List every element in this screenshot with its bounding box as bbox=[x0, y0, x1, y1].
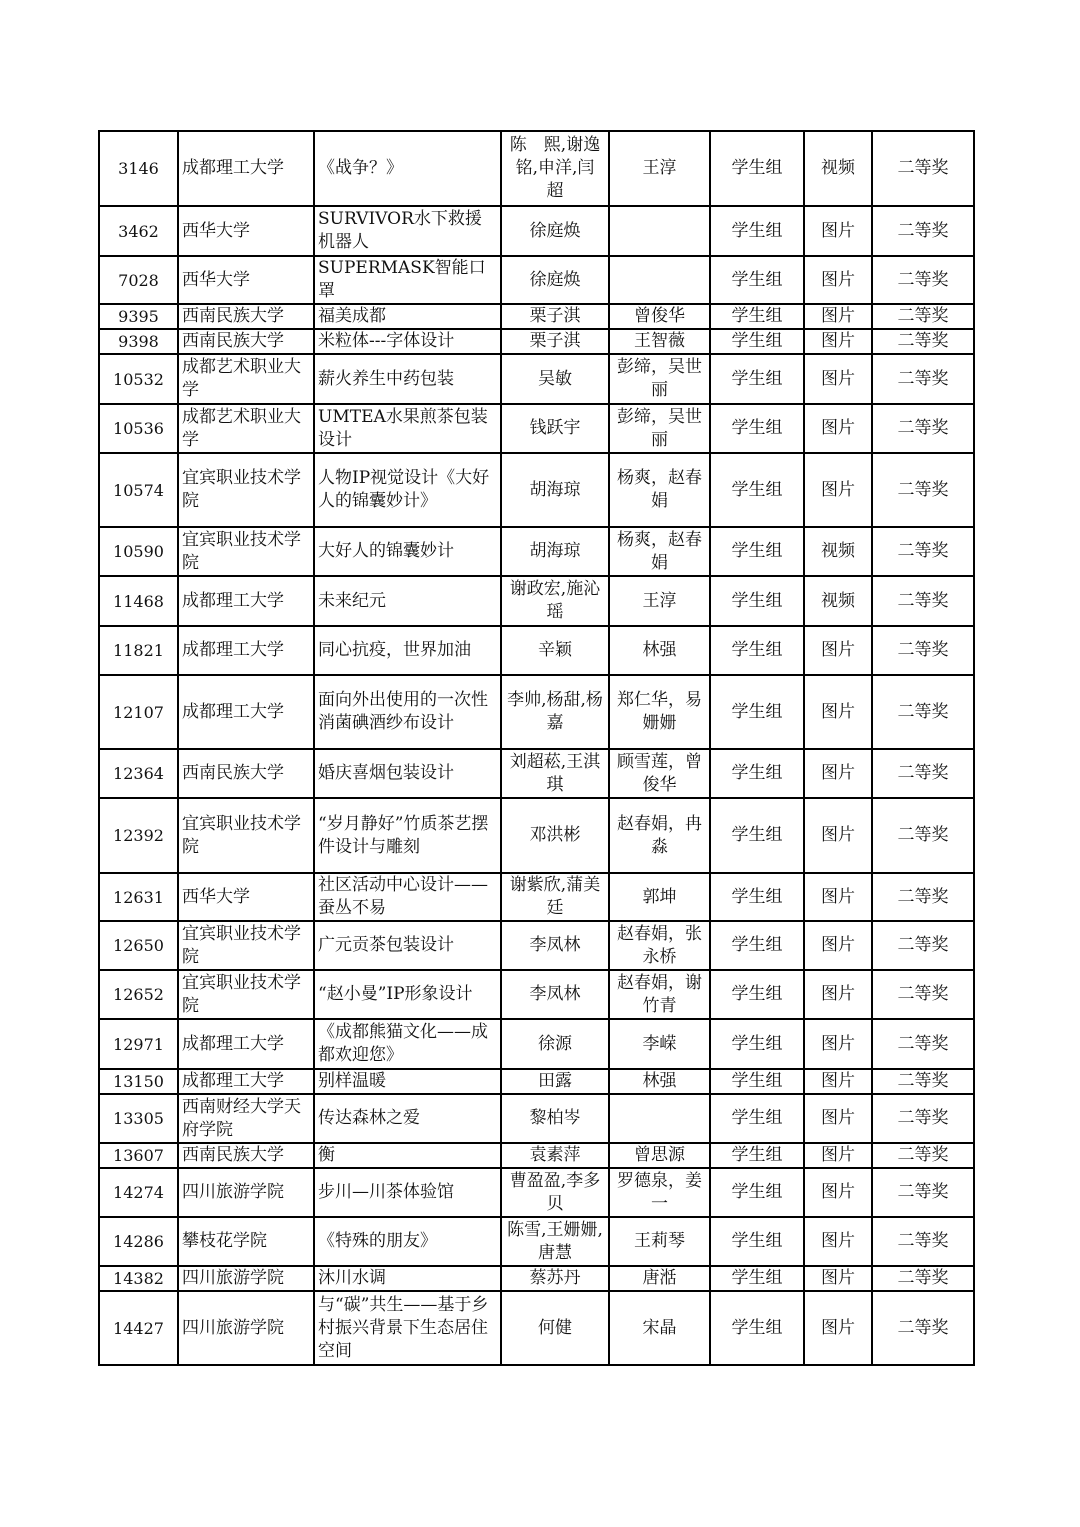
entry-id-cell: 10536 bbox=[99, 404, 178, 453]
prize-cell: 二等奖 bbox=[872, 527, 974, 576]
table-row bbox=[99, 206, 974, 256]
group-cell: 学生组 bbox=[710, 798, 804, 873]
prize-cell: 二等奖 bbox=[872, 404, 974, 453]
advisor-cell bbox=[609, 1094, 710, 1143]
media-type-cell: 图片 bbox=[804, 970, 872, 1019]
prize-cell: 二等奖 bbox=[872, 1168, 974, 1217]
prize-cell: 二等奖 bbox=[872, 1217, 974, 1266]
group-cell: 学生组 bbox=[710, 256, 804, 304]
media-type-cell: 图片 bbox=[804, 873, 872, 921]
work-title-cell: 社区活动中心设计——蚕丛不易 bbox=[314, 873, 501, 921]
media-type-cell: 视频 bbox=[804, 576, 872, 626]
table-body bbox=[99, 131, 974, 1365]
prize-cell: 二等奖 bbox=[872, 1266, 974, 1291]
media-type-cell: 图片 bbox=[804, 1069, 872, 1094]
prize-cell: 二等奖 bbox=[872, 1019, 974, 1069]
table-row bbox=[99, 576, 974, 626]
prize-cell: 二等奖 bbox=[872, 1291, 974, 1365]
group-cell: 学生组 bbox=[710, 1168, 804, 1217]
media-type-cell: 图片 bbox=[804, 1266, 872, 1291]
advisor-cell: 林强 bbox=[609, 1069, 710, 1094]
entry-id-cell: 14286 bbox=[99, 1217, 178, 1266]
entry-id-cell: 10590 bbox=[99, 527, 178, 576]
group-cell: 学生组 bbox=[710, 1217, 804, 1266]
entry-id-cell: 9395 bbox=[99, 304, 178, 329]
authors-cell: 栗子淇 bbox=[501, 329, 609, 354]
group-cell: 学生组 bbox=[710, 749, 804, 798]
school-cell: 四川旅游学院 bbox=[178, 1266, 314, 1291]
advisor-cell: 宋晶 bbox=[609, 1291, 710, 1365]
media-type-cell: 图片 bbox=[804, 206, 872, 256]
award-table bbox=[98, 130, 975, 1366]
table-row bbox=[99, 1217, 974, 1266]
table-row bbox=[99, 749, 974, 798]
school-cell: 西南财经大学天府学院 bbox=[178, 1094, 314, 1143]
authors-cell: 徐庭焕 bbox=[501, 206, 609, 256]
authors-cell: 刘超菘,王淇琪 bbox=[501, 749, 609, 798]
advisor-cell bbox=[609, 256, 710, 304]
advisor-cell: 杨爽，赵春娟 bbox=[609, 527, 710, 576]
school-cell: 成都艺术职业大学 bbox=[178, 404, 314, 453]
advisor-cell: 曾思源 bbox=[609, 1143, 710, 1168]
school-cell: 宜宾职业技术学院 bbox=[178, 453, 314, 527]
media-type-cell: 图片 bbox=[804, 1291, 872, 1365]
advisor-cell: 郭坤 bbox=[609, 873, 710, 921]
entry-id-cell: 13607 bbox=[99, 1143, 178, 1168]
group-cell: 学生组 bbox=[710, 453, 804, 527]
school-cell: 四川旅游学院 bbox=[178, 1291, 314, 1365]
advisor-cell: 郑仁华，易姗姗 bbox=[609, 675, 710, 749]
group-cell: 学生组 bbox=[710, 1143, 804, 1168]
school-cell: 四川旅游学院 bbox=[178, 1168, 314, 1217]
school-cell: 西南民族大学 bbox=[178, 1143, 314, 1168]
work-title-cell: “赵小曼”IP形象设计 bbox=[314, 970, 501, 1019]
prize-cell: 二等奖 bbox=[872, 304, 974, 329]
work-title-cell: 广元贡茶包装设计 bbox=[314, 921, 501, 970]
work-title-cell: 衡 bbox=[314, 1143, 501, 1168]
authors-cell: 李凤林 bbox=[501, 970, 609, 1019]
entry-id-cell: 12971 bbox=[99, 1019, 178, 1069]
prize-cell: 二等奖 bbox=[872, 626, 974, 675]
table-row bbox=[99, 1266, 974, 1291]
authors-cell: 黎柏岑 bbox=[501, 1094, 609, 1143]
advisor-cell: 杨爽，赵春娟 bbox=[609, 453, 710, 527]
group-cell: 学生组 bbox=[710, 873, 804, 921]
media-type-cell: 图片 bbox=[804, 675, 872, 749]
school-cell: 西华大学 bbox=[178, 256, 314, 304]
entry-id-cell: 13150 bbox=[99, 1069, 178, 1094]
table-row bbox=[99, 1168, 974, 1217]
work-title-cell: 传达森林之爱 bbox=[314, 1094, 501, 1143]
work-title-cell: SUPERMASK智能口罩 bbox=[314, 256, 501, 304]
media-type-cell: 图片 bbox=[804, 329, 872, 354]
entry-id-cell: 11468 bbox=[99, 576, 178, 626]
school-cell: 攀枝花学院 bbox=[178, 1217, 314, 1266]
media-type-cell: 图片 bbox=[804, 1019, 872, 1069]
advisor-cell: 赵春娟，冉淼 bbox=[609, 798, 710, 873]
work-title-cell: 沐川水调 bbox=[314, 1266, 501, 1291]
prize-cell: 二等奖 bbox=[872, 970, 974, 1019]
table-row bbox=[99, 131, 974, 206]
entry-id-cell: 12364 bbox=[99, 749, 178, 798]
work-title-cell: 面向外出使用的一次性消菌碘酒纱布设计 bbox=[314, 675, 501, 749]
prize-cell: 二等奖 bbox=[872, 131, 974, 206]
entry-id-cell: 11821 bbox=[99, 626, 178, 675]
media-type-cell: 图片 bbox=[804, 256, 872, 304]
authors-cell: 陈 熙,谢逸铭,申洋,闫 超 bbox=[501, 131, 609, 206]
entry-id-cell: 12631 bbox=[99, 873, 178, 921]
work-title-cell: 人物IP视觉设计《大好人的锦囊妙计》 bbox=[314, 453, 501, 527]
entry-id-cell: 13305 bbox=[99, 1094, 178, 1143]
table-row bbox=[99, 256, 974, 304]
work-title-cell: 福美成都 bbox=[314, 304, 501, 329]
advisor-cell: 王淳 bbox=[609, 131, 710, 206]
prize-cell: 二等奖 bbox=[872, 256, 974, 304]
authors-cell: 胡海琼 bbox=[501, 527, 609, 576]
media-type-cell: 图片 bbox=[804, 1217, 872, 1266]
media-type-cell: 图片 bbox=[804, 354, 872, 404]
prize-cell: 二等奖 bbox=[872, 329, 974, 354]
authors-cell: 钱跃宇 bbox=[501, 404, 609, 453]
prize-cell: 二等奖 bbox=[872, 675, 974, 749]
work-title-cell: 米粒体---字体设计 bbox=[314, 329, 501, 354]
school-cell: 宜宾职业技术学院 bbox=[178, 798, 314, 873]
authors-cell: 辛颖 bbox=[501, 626, 609, 675]
entry-id-cell: 14427 bbox=[99, 1291, 178, 1365]
media-type-cell: 图片 bbox=[804, 798, 872, 873]
table-row bbox=[99, 1094, 974, 1143]
group-cell: 学生组 bbox=[710, 404, 804, 453]
table-row bbox=[99, 329, 974, 354]
advisor-cell: 彭缔，吴世丽 bbox=[609, 354, 710, 404]
media-type-cell: 图片 bbox=[804, 921, 872, 970]
media-type-cell: 图片 bbox=[804, 749, 872, 798]
advisor-cell: 罗德泉，姜一 bbox=[609, 1168, 710, 1217]
work-title-cell: 别样温暖 bbox=[314, 1069, 501, 1094]
entry-id-cell: 14382 bbox=[99, 1266, 178, 1291]
prize-cell: 二等奖 bbox=[872, 1094, 974, 1143]
media-type-cell: 视频 bbox=[804, 527, 872, 576]
prize-cell: 二等奖 bbox=[872, 921, 974, 970]
prize-cell: 二等奖 bbox=[872, 576, 974, 626]
entry-id-cell: 3462 bbox=[99, 206, 178, 256]
school-cell: 宜宾职业技术学院 bbox=[178, 970, 314, 1019]
advisor-cell: 王莉琴 bbox=[609, 1217, 710, 1266]
prize-cell: 二等奖 bbox=[872, 1143, 974, 1168]
group-cell: 学生组 bbox=[710, 304, 804, 329]
school-cell: 成都理工大学 bbox=[178, 1069, 314, 1094]
media-type-cell: 图片 bbox=[804, 304, 872, 329]
work-title-cell: 《战争？》 bbox=[314, 131, 501, 206]
prize-cell: 二等奖 bbox=[872, 453, 974, 527]
table-row bbox=[99, 1291, 974, 1365]
group-cell: 学生组 bbox=[710, 1291, 804, 1365]
school-cell: 西华大学 bbox=[178, 206, 314, 256]
group-cell: 学生组 bbox=[710, 1069, 804, 1094]
entry-id-cell: 14274 bbox=[99, 1168, 178, 1217]
table-row bbox=[99, 354, 974, 404]
school-cell: 成都理工大学 bbox=[178, 576, 314, 626]
table-row bbox=[99, 453, 974, 527]
school-cell: 成都理工大学 bbox=[178, 1019, 314, 1069]
prize-cell: 二等奖 bbox=[872, 206, 974, 256]
advisor-cell: 王淳 bbox=[609, 576, 710, 626]
media-type-cell: 图片 bbox=[804, 626, 872, 675]
entry-id-cell: 9398 bbox=[99, 329, 178, 354]
work-title-cell: 步川—川茶体验馆 bbox=[314, 1168, 501, 1217]
table-row bbox=[99, 527, 974, 576]
school-cell: 成都理工大学 bbox=[178, 131, 314, 206]
authors-cell: 谢政宏,施沁瑶 bbox=[501, 576, 609, 626]
group-cell: 学生组 bbox=[710, 970, 804, 1019]
table-row bbox=[99, 970, 974, 1019]
advisor-cell: 顾雪莲，曾俊华 bbox=[609, 749, 710, 798]
advisor-cell bbox=[609, 206, 710, 256]
entry-id-cell: 12107 bbox=[99, 675, 178, 749]
school-cell: 成都理工大学 bbox=[178, 675, 314, 749]
group-cell: 学生组 bbox=[710, 1094, 804, 1143]
entry-id-cell: 12392 bbox=[99, 798, 178, 873]
group-cell: 学生组 bbox=[710, 131, 804, 206]
advisor-cell: 曾俊华 bbox=[609, 304, 710, 329]
media-type-cell: 图片 bbox=[804, 453, 872, 527]
group-cell: 学生组 bbox=[710, 576, 804, 626]
table-row bbox=[99, 1069, 974, 1094]
work-title-cell: 同心抗疫，世界加油 bbox=[314, 626, 501, 675]
school-cell: 宜宾职业技术学院 bbox=[178, 921, 314, 970]
table-row bbox=[99, 921, 974, 970]
entry-id-cell: 3146 bbox=[99, 131, 178, 206]
authors-cell: 邓洪彬 bbox=[501, 798, 609, 873]
media-type-cell: 图片 bbox=[804, 1168, 872, 1217]
table-row bbox=[99, 873, 974, 921]
media-type-cell: 视频 bbox=[804, 131, 872, 206]
authors-cell: 田露 bbox=[501, 1069, 609, 1094]
entry-id-cell: 12652 bbox=[99, 970, 178, 1019]
entry-id-cell: 10574 bbox=[99, 453, 178, 527]
group-cell: 学生组 bbox=[710, 626, 804, 675]
authors-cell: 蔡苏丹 bbox=[501, 1266, 609, 1291]
group-cell: 学生组 bbox=[710, 329, 804, 354]
table-row bbox=[99, 798, 974, 873]
authors-cell: 徐庭焕 bbox=[501, 256, 609, 304]
school-cell: 西南民族大学 bbox=[178, 329, 314, 354]
group-cell: 学生组 bbox=[710, 1019, 804, 1069]
table-row bbox=[99, 304, 974, 329]
advisor-cell: 李嵘 bbox=[609, 1019, 710, 1069]
prize-cell: 二等奖 bbox=[872, 354, 974, 404]
school-cell: 成都艺术职业大学 bbox=[178, 354, 314, 404]
group-cell: 学生组 bbox=[710, 354, 804, 404]
advisor-cell: 林强 bbox=[609, 626, 710, 675]
authors-cell: 谢紫欣,蒲美廷 bbox=[501, 873, 609, 921]
entry-id-cell: 12650 bbox=[99, 921, 178, 970]
authors-cell: 徐源 bbox=[501, 1019, 609, 1069]
work-title-cell: 婚庆喜烟包装设计 bbox=[314, 749, 501, 798]
prize-cell: 二等奖 bbox=[872, 798, 974, 873]
group-cell: 学生组 bbox=[710, 921, 804, 970]
table-row bbox=[99, 404, 974, 453]
authors-cell: 栗子淇 bbox=[501, 304, 609, 329]
group-cell: 学生组 bbox=[710, 206, 804, 256]
advisor-cell: 王智薇 bbox=[609, 329, 710, 354]
work-title-cell: 薪火养生中药包装 bbox=[314, 354, 501, 404]
authors-cell: 李帅,杨甜,杨嘉 bbox=[501, 675, 609, 749]
group-cell: 学生组 bbox=[710, 1266, 804, 1291]
table-row bbox=[99, 626, 974, 675]
table-row bbox=[99, 1143, 974, 1168]
authors-cell: 李凤林 bbox=[501, 921, 609, 970]
work-title-cell: 《特殊的朋友》 bbox=[314, 1217, 501, 1266]
group-cell: 学生组 bbox=[710, 675, 804, 749]
media-type-cell: 图片 bbox=[804, 1094, 872, 1143]
work-title-cell: 大好人的锦囊妙计 bbox=[314, 527, 501, 576]
authors-cell: 陈雪,王姗姗,唐慧 bbox=[501, 1217, 609, 1266]
entry-id-cell: 10532 bbox=[99, 354, 178, 404]
media-type-cell: 图片 bbox=[804, 1143, 872, 1168]
prize-cell: 二等奖 bbox=[872, 873, 974, 921]
advisor-cell: 彭缔，吴世丽 bbox=[609, 404, 710, 453]
table-row bbox=[99, 1019, 974, 1069]
advisor-cell: 赵春娟，张永桥 bbox=[609, 921, 710, 970]
prize-cell: 二等奖 bbox=[872, 749, 974, 798]
authors-cell: 何健 bbox=[501, 1291, 609, 1365]
work-title-cell: UMTEA水果煎茶包装设计 bbox=[314, 404, 501, 453]
school-cell: 西南民族大学 bbox=[178, 749, 314, 798]
authors-cell: 胡海琼 bbox=[501, 453, 609, 527]
work-title-cell: “岁月静好”竹质茶艺摆件设计与雕刻 bbox=[314, 798, 501, 873]
work-title-cell: SURVIVOR水下救援机器人 bbox=[314, 206, 501, 256]
media-type-cell: 图片 bbox=[804, 404, 872, 453]
authors-cell: 袁素萍 bbox=[501, 1143, 609, 1168]
school-cell: 成都理工大学 bbox=[178, 626, 314, 675]
advisor-cell: 唐湉 bbox=[609, 1266, 710, 1291]
prize-cell: 二等奖 bbox=[872, 1069, 974, 1094]
table-row bbox=[99, 675, 974, 749]
school-cell: 西华大学 bbox=[178, 873, 314, 921]
authors-cell: 曹盈盈,李多贝 bbox=[501, 1168, 609, 1217]
group-cell: 学生组 bbox=[710, 527, 804, 576]
work-title-cell: 未来纪元 bbox=[314, 576, 501, 626]
school-cell: 宜宾职业技术学院 bbox=[178, 527, 314, 576]
work-title-cell: 与“碳”共生——基于乡村振兴背景下生态居住空间 bbox=[314, 1291, 501, 1365]
entry-id-cell: 7028 bbox=[99, 256, 178, 304]
authors-cell: 吴敏 bbox=[501, 354, 609, 404]
school-cell: 西南民族大学 bbox=[178, 304, 314, 329]
work-title-cell: 《成都熊猫文化——成都欢迎您》 bbox=[314, 1019, 501, 1069]
advisor-cell: 赵春娟，谢竹青 bbox=[609, 970, 710, 1019]
